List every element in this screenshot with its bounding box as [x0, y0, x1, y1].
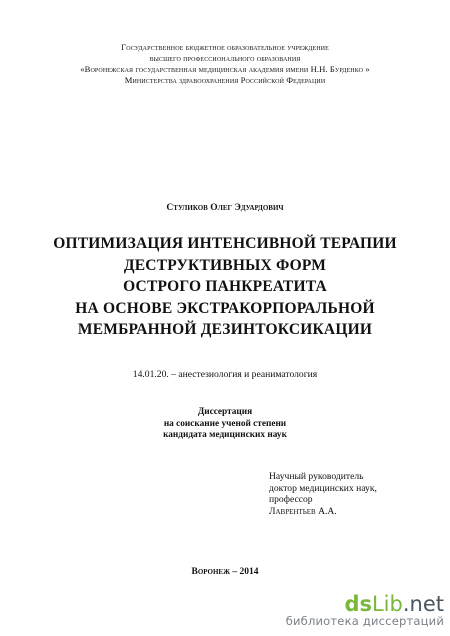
- title-line-5: МЕМБРАННОЙ ДЕЗИНТОКСИКАЦИИ: [77, 321, 373, 338]
- header-line-1: Государственное бюджетное образовательное учреждение: [121, 42, 329, 52]
- header-line-2: высшего профессионального образования: [149, 53, 301, 63]
- supervisor-line-1: Научный руководитель: [269, 471, 364, 482]
- dslib-watermark[interactable]: [286, 593, 444, 628]
- author-name: Стуликов Олег Эдуардович: [166, 203, 284, 213]
- degree-line-1: Диссертация: [197, 407, 253, 417]
- logo-part-net: .net: [402, 592, 444, 616]
- degree-line-2: на соискание ученой степени: [163, 418, 287, 429]
- header-line-3: «Воронежская государственная медицинская академия имени Н.Н. Бурденко »: [80, 64, 370, 74]
- specialty-code: 14.01.20. – анестезиология и реаниматология: [132, 369, 318, 380]
- title-line-3: ОСТРОГО ПАНКРЕАТИТА: [123, 278, 327, 295]
- degree-line-3: кандидата медицинских наук: [163, 430, 287, 440]
- supervisor-block: [269, 471, 377, 517]
- degree-block: [0, 407, 450, 442]
- title-line-2: ДЕСТРУКТИВНЫХ ФОРМ: [123, 256, 327, 274]
- institution-header: [0, 42, 450, 86]
- logo-part-lib: Lib: [371, 592, 403, 616]
- supervisor-line-2: доктор медицинских наук,: [269, 482, 377, 494]
- logo-part-ds: ds: [344, 592, 372, 616]
- supervisor-line-3: профессор: [269, 494, 313, 506]
- title-line-4: НА ОСНОВЕ ЭКСТРАКОРПОРАЛЬНОЙ: [75, 299, 375, 317]
- header-line-4: Министерства здравоохранения Российской Федерации: [124, 75, 326, 85]
- city-year: Воронеж – 2014: [191, 567, 259, 577]
- dissertation-title: [0, 233, 450, 341]
- watermark-subtitle: библиотека диссертаций: [285, 614, 444, 628]
- dslib-logo: [286, 593, 444, 615]
- title-line-1: ОПТИМИЗАЦИЯ ИНТЕНСИВНОЙ ТЕРАПИИ: [53, 235, 397, 252]
- supervisor-name: Лаврентьев А.А.: [269, 505, 337, 517]
